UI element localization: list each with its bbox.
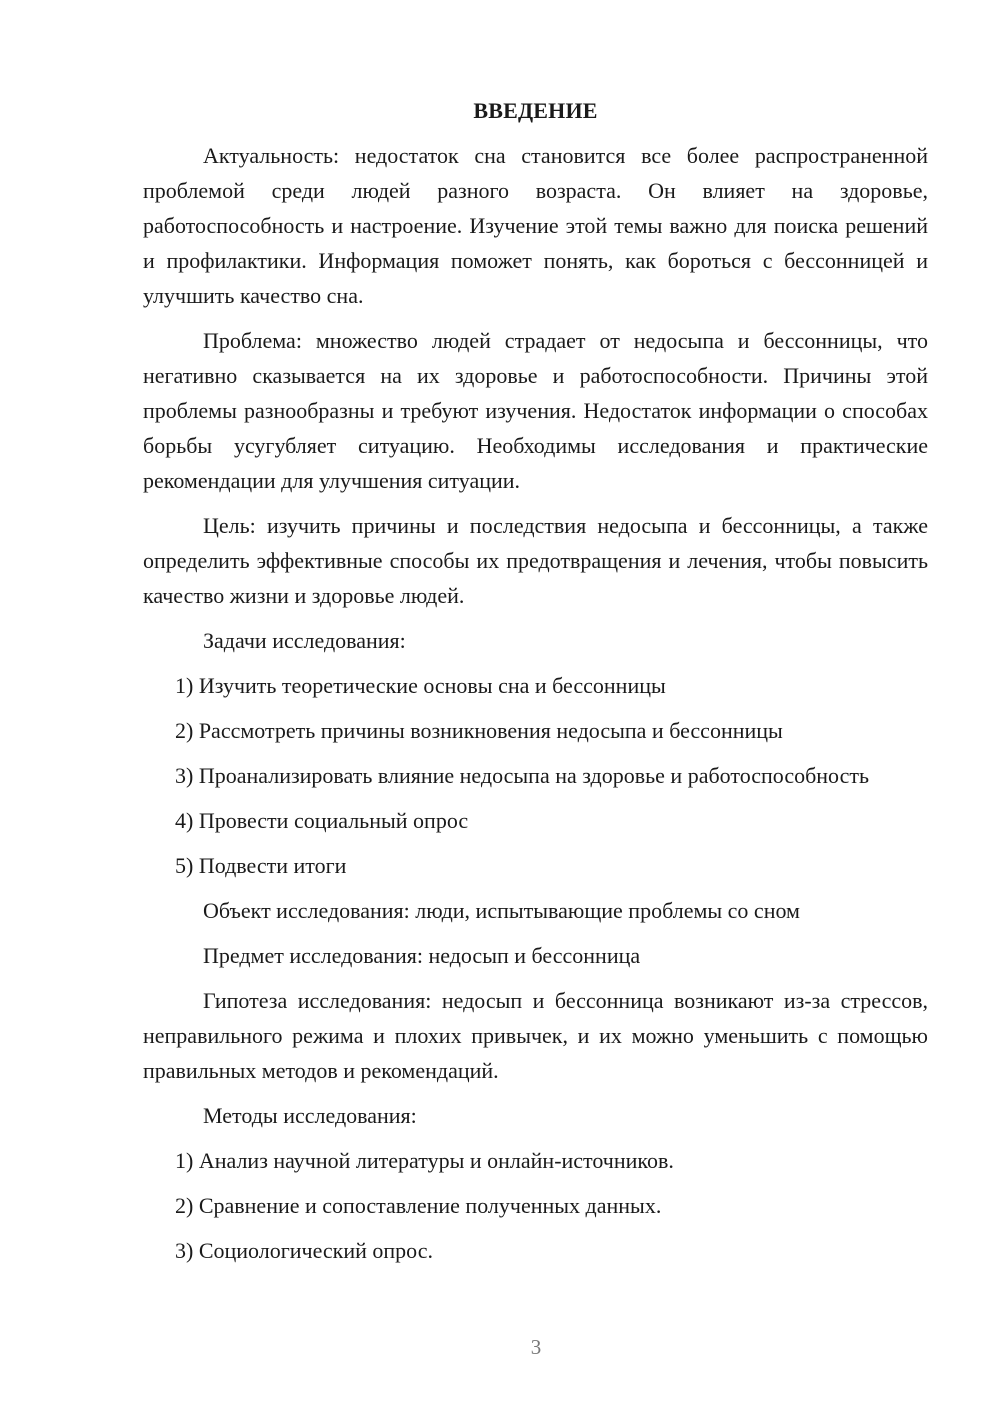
method-item-2: 2) Сравнение и сопоставление полученных данных. <box>175 1193 662 1218</box>
relevance-paragraph: Актуальность: недостаток сна становится все более распространенной проблемой среди людей разного возраста. Он влияет на здоровье, работоспособность и настроение. Изучение этой темы важно для поиска решений и профилактики. Информация поможет понять, как бороться с бессонницей и улучшить качество сна. <box>143 143 928 308</box>
page-number: 3 <box>530 1335 542 1359</box>
problem-paragraph: Проблема: множество людей страдает от недосыпа и бессонницы, что негативно сказывается на их здоровье и работоспособности. Причины этой проблемы разнообразны и требуют изучения. Недостаток информации о способах борьбы усугубляет ситуацию. Необходимы исследования и практические рекомендации для улучшения ситуации. <box>143 328 928 493</box>
section-title: ВВЕДЕНИЕ <box>473 98 598 123</box>
tasks-heading: Задачи исследования: <box>203 628 406 653</box>
goal-paragraph: Цель: изучить причины и последствия недосыпа и бессонницы, а также определить эффективные способы их предотвращения и лечения, чтобы повысить качество жизни и здоровье людей. <box>143 513 928 608</box>
page-content <box>143 93 928 1278</box>
method-item-1: 1) Анализ научной литературы и онлайн-источников. <box>175 1148 674 1173</box>
object-line: Объект исследования: люди, испытывающие проблемы со сном <box>203 898 800 923</box>
task-item-1: 1) Изучить теоретические основы сна и бессонницы <box>175 673 666 698</box>
hypothesis-paragraph: Гипотеза исследования: недосып и бессонница возникают из-за стрессов, неправильного режима и плохих привычек, и их можно уменьшить с помощью правильных методов и рекомендаций. <box>143 988 928 1083</box>
task-item-3: 3) Проанализировать влияние недосыпа на здоровье и работоспособность <box>175 763 870 788</box>
methods-heading: Методы исследования: <box>203 1103 417 1128</box>
method-item-3: 3) Социологический опрос. <box>175 1238 433 1263</box>
task-item-5: 5) Подвести итоги <box>175 853 347 878</box>
subject-line: Предмет исследования: недосып и бессонница <box>203 943 641 968</box>
task-item-2: 2) Рассмотреть причины возникновения недосыпа и бессонницы <box>175 718 783 743</box>
task-item-4: 4) Провести социальный опрос <box>175 808 469 833</box>
